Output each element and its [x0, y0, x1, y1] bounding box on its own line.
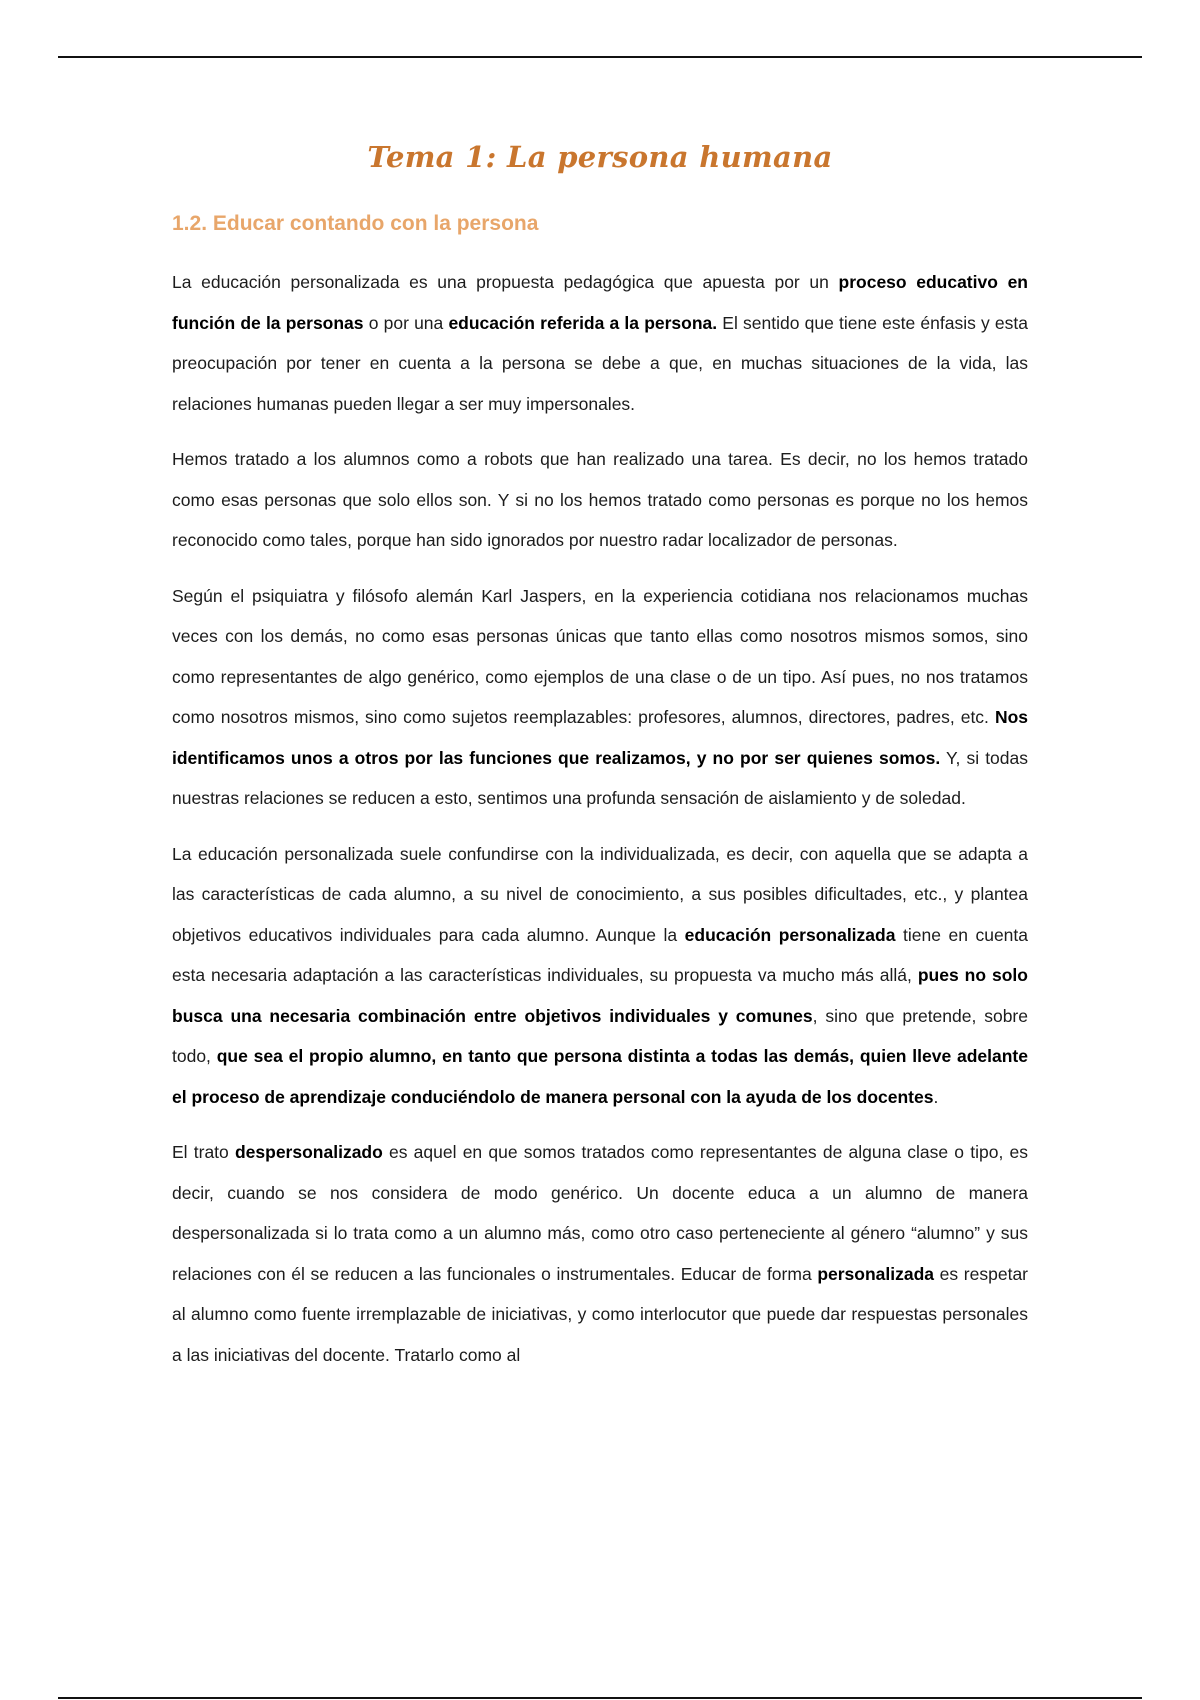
- text-run: Y, si todas nuestras relaciones se reducen a esto, sentimos una profunda sensación de aislamiento y de soledad.: [172, 747, 1028, 808]
- text-run: La educación personalizada es una propuesta pedagógica que apuesta por un: [172, 272, 839, 292]
- top-rule: [58, 56, 1142, 58]
- bold-text-run: despersonalizado: [234, 1142, 383, 1162]
- bold-text-run: proceso educativo en función de la personas: [172, 272, 1028, 333]
- bold-text-run: educación personalizada: [684, 924, 896, 945]
- bold-text-run: pues no solo busca una necesaria combinación entre objetivos individuales y comunes: [172, 965, 1028, 1026]
- paragraph-2: [172, 439, 1028, 561]
- text-run: es aquel en que somos tratados como representantes de alguna clase o tipo, es decir, cuando se nos considera de modo genérico. Un docente educa a un alumno de manera despersonalizada si lo trata como a un alumno más, como otro caso perteneciente al género “alumno” y sus relaciones con él se reducen a las funcionales o instrumentales. Educar de forma: [172, 1142, 1028, 1284]
- text-run: La educación personalizada suele confundirse con la individualizada, es decir, con aquella que se adapta a las características de cada alumno, a su nivel de conocimiento, a sus posibles dificultades, etc., y plantea objetivos educativos individuales para cada alumno. Aunque la: [172, 843, 1028, 945]
- text-run: , sino que pretende, sobre todo,: [172, 1005, 1028, 1066]
- text-run: .: [933, 1086, 939, 1107]
- paragraph-1: [172, 262, 1028, 424]
- text-run: El trato: [172, 1142, 235, 1162]
- paragraph-4: [172, 834, 1028, 1118]
- bold-text-run: educación referida a la persona.: [448, 312, 718, 333]
- section-heading: 1.2. Educar contando con la persona: [172, 212, 539, 235]
- bold-text-run: que sea el propio alumno, en tanto que persona distinta a todas las demás, quien lleve adelante el proceso de aprendizaje conduciéndolo de manera personal con la ayuda de los docentes: [172, 1046, 1028, 1107]
- document-body: [172, 140, 1028, 1390]
- text-run: Según el psiquiatra y filósofo alemán Karl Jaspers, en la experiencia cotidiana nos relacionamos muchas veces con los demás, no como esas personas únicas que tanto ellas como nosotros mismos somos, sino como representantes de algo genérico, como ejemplos de una clase o de un tipo. Así pues, no nos tratamos como nosotros mismos, sino como sujetos reemplazables: profesores, alumnos, directores, padres, etc.: [172, 585, 1028, 727]
- bold-text-run: personalizada: [817, 1263, 935, 1284]
- paragraph-3: [172, 576, 1028, 819]
- bottom-rule: [58, 1697, 1142, 1699]
- bold-text-run: Nos identificamos unos a otros por las funciones que realizamos, y no por ser quienes somos.: [172, 707, 1028, 768]
- text-run: El sentido que tiene este énfasis y esta preocupación por tener en cuenta a la persona se debe a que, en muchas situaciones de la vida, las relaciones humanas pueden llegar a ser muy impersonales.: [172, 312, 1028, 414]
- text-run: o por una: [363, 312, 449, 333]
- document-title: Tema 1: La persona humana: [367, 140, 833, 174]
- paragraph-5: [172, 1132, 1028, 1375]
- text-run: es respetar al alumno como fuente irremplazable de iniciativas, y como interlocutor que puede dar respuestas personales a las iniciativas del docente. Tratarlo como al: [172, 1263, 1029, 1365]
- text-run: tiene en cuenta esta necesaria adaptación a las características individuales, su propuesta va mucho más allá,: [172, 924, 1028, 985]
- text-run: Hemos tratado a los alumnos como a robots que han realizado una tarea. Es decir, no los hemos tratado como esas personas que solo ellos son. Y si no los hemos tratado como personas es porque no los hemos reconocido como tales, porque han sido ignorados por nuestro radar localizador de personas.: [172, 449, 1028, 550]
